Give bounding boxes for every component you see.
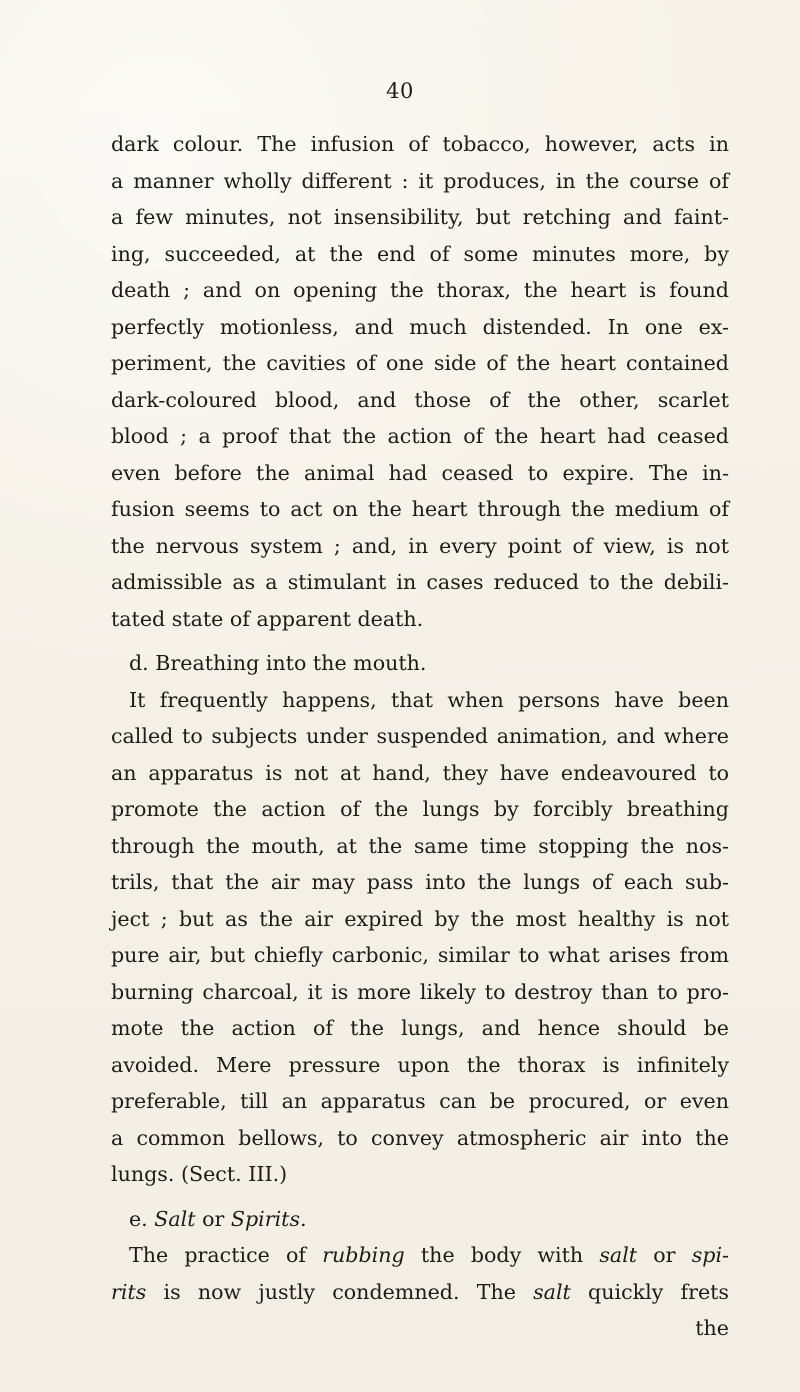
section-heading-d: d. Breathing into the mouth. (129, 651, 427, 675)
text-line: perfectly motionless, and much distended. In one ex- (111, 314, 729, 339)
text-line: avoided. Mere pressure upon the thorax is infinitely (111, 1052, 729, 1077)
text-line: burning charcoal, it is more likely to destroy than to pro- (111, 979, 729, 1004)
text-fragment-italic: salt (599, 1243, 638, 1267)
section-heading-e-salt: Salt (154, 1206, 196, 1231)
text-line: dark-coloured blood, and those of the other, scarlet (111, 387, 729, 412)
catchword: the (695, 1316, 729, 1340)
text-line: dark colour. The infusion of tobacco, however, acts in (111, 132, 729, 156)
text-fragment: quickly frets (588, 1279, 729, 1304)
text-fragment: or (653, 1243, 676, 1267)
text-line: lungs. (Sect. III.) (111, 1162, 288, 1186)
text-line: a common bellows, to convey atmospheric air into the (111, 1125, 729, 1150)
text-fragment: the body with (420, 1243, 584, 1267)
text-line: a few minutes, not insensibility, but retching and faint- (111, 205, 729, 229)
section-heading-e-or: or (202, 1206, 225, 1231)
text-line: admissible as a stimulant in cases reduced to the debili- (111, 570, 729, 594)
main-text-block (111, 126, 729, 1347)
text-fragment: The practice of (129, 1243, 307, 1267)
text-line: ject ; but as the air expired by the most healthy is not (111, 906, 729, 931)
text-fragment: is now justly condemned. The (163, 1279, 516, 1304)
text-line: even before the animal had ceased to expire. The in- (111, 460, 729, 485)
text-line: called to subjects under suspended animation, and where (111, 724, 729, 748)
text-line: periment, the cavities of one side of the heart contained (111, 351, 729, 375)
text-line: through the mouth, at the same time stopping the nos- (111, 833, 729, 858)
text-fragment-italic: salt (533, 1279, 571, 1304)
text-line: ing, succeeded, at the end of some minutes more, by (111, 241, 729, 266)
text-line: promote the action of the lungs by forcibly breathing (111, 797, 729, 821)
text-fragment-italic: rits (111, 1279, 147, 1304)
text-fragment-italic: rubbing (322, 1243, 405, 1267)
text-line: a manner wholly different : it produces, in the course of (111, 168, 729, 193)
page-number: 40 (386, 79, 414, 103)
text-line: an apparatus is not at hand, they have endeavoured to (111, 760, 729, 785)
text-line: tated state of apparent death. (111, 606, 424, 631)
text-line: death ; and on opening the thorax, the heart is found (111, 278, 729, 302)
section-heading-e-spirits: Spirits. (230, 1206, 307, 1231)
text-line: It frequently happens, that when persons have been (129, 687, 729, 712)
text-line: preferable, till an apparatus can be procured, or even (111, 1089, 729, 1113)
text-line (111, 1274, 729, 1311)
text-line: fusion seems to act on the heart through the medium of (111, 497, 729, 521)
text-line: pure air, but chiefly carbonic, similar to what arises from (111, 943, 729, 967)
text-line (111, 1237, 729, 1274)
text-line: mote the action of the lungs, and hence should be (111, 1016, 729, 1040)
text-line: blood ; a proof that the action of the heart had ceased (111, 424, 729, 448)
section-heading-e-prefix: e. (129, 1206, 148, 1231)
text-line: trils, that the air may pass into the lungs of each sub- (111, 870, 729, 894)
text-line: the nervous system ; and, in every point of view, is not (111, 533, 729, 558)
text-fragment-italic: spi- (691, 1243, 729, 1267)
section-heading-e (111, 1201, 729, 1238)
